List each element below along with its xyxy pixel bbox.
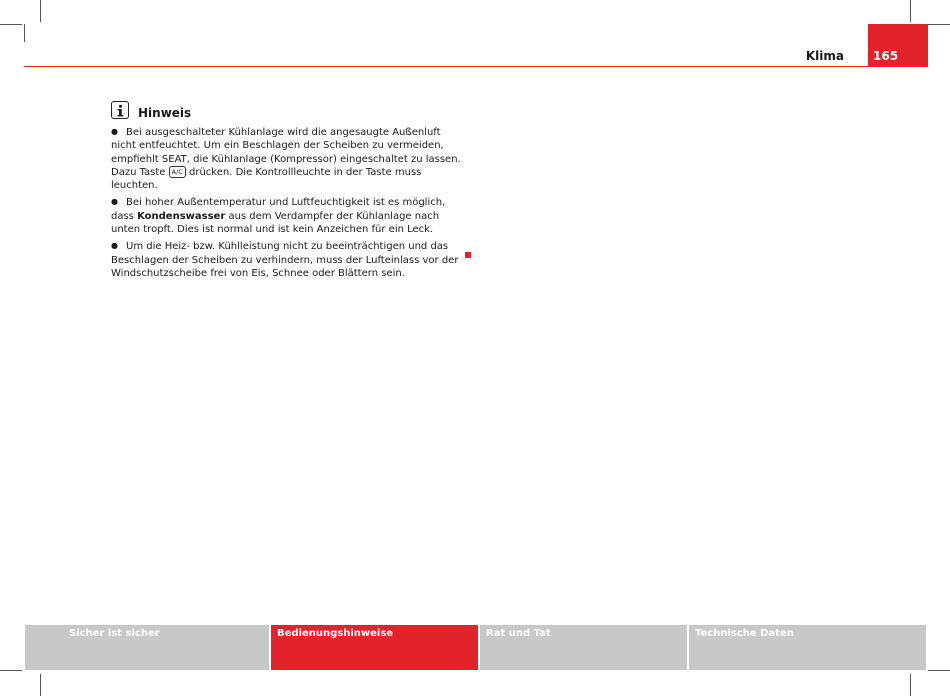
ac-key-icon: A/C bbox=[169, 166, 186, 178]
note-block bbox=[111, 99, 461, 283]
tab-label: Technische Daten bbox=[695, 628, 794, 639]
crop-mark bbox=[910, 674, 911, 696]
crop-mark bbox=[928, 24, 950, 25]
tab-label: Rat und Tat bbox=[486, 628, 551, 639]
note-title: Hinweis bbox=[138, 106, 192, 120]
item-text: Bei ausgeschalteter Kühlanlage wird die angesaugte Außenluft nicht entfeuchtet. Um ein Beschlagen der Scheiben zu vermeiden, empfiehlt SEAT, die Kühlanlage (Kompressor) eingeschaltet zu lassen. Dazu Taste bbox=[111, 127, 461, 178]
list-item bbox=[111, 239, 461, 280]
tab-rat-und-tat[interactable] bbox=[480, 625, 687, 670]
bullet-icon: ● bbox=[111, 197, 118, 207]
tab-label: Bedienungshinweise bbox=[277, 628, 394, 639]
footer-nav bbox=[25, 625, 928, 670]
tab-technische-daten[interactable] bbox=[689, 625, 926, 670]
header-rule bbox=[24, 66, 928, 67]
crop-mark bbox=[24, 24, 25, 42]
crop-mark bbox=[0, 670, 22, 671]
tab-sicher-ist-sicher[interactable] bbox=[25, 625, 269, 670]
note-list bbox=[111, 125, 461, 280]
item-text: Um die Heiz- bzw. Kühlleistung nicht zu beeinträchtigen und das Beschlagen der Scheiben zu verhindern, muss der Lufteinlass vor der Windschutzscheibe frei von Eis, Schnee oder Blättern sein. bbox=[111, 241, 459, 279]
tab-bedienungshinweise[interactable] bbox=[271, 625, 478, 670]
tab-label: Sicher ist sicher bbox=[69, 628, 160, 639]
crop-mark bbox=[910, 0, 911, 22]
crop-mark bbox=[0, 24, 22, 25]
crop-mark bbox=[40, 674, 41, 696]
bullet-icon: ● bbox=[111, 127, 118, 136]
crop-mark bbox=[928, 670, 950, 671]
crop-mark bbox=[40, 0, 41, 22]
item-text: aus dem Verdampfer der Kühlanlage nach unten tropft. Dies ist normal und ist kein Anzeichen für ein Leck. bbox=[111, 210, 440, 236]
list-item bbox=[111, 195, 461, 236]
item-text: Bei hoher Außentemperatur und Luftfeuchtigkeit ist es möglich, dass bbox=[111, 197, 446, 222]
page-number: 165 bbox=[873, 49, 899, 63]
item-bold-term: Kondenswasser bbox=[137, 210, 226, 222]
note-header bbox=[111, 99, 461, 121]
end-of-section-mark bbox=[465, 252, 471, 258]
info-icon bbox=[111, 101, 129, 119]
item-text: drücken. Die Kontrollleuchte in der Taste muss leuchten. bbox=[111, 166, 422, 192]
bullet-icon: ● bbox=[111, 241, 118, 251]
list-item bbox=[111, 125, 461, 192]
section-title: Klima bbox=[805, 49, 844, 63]
